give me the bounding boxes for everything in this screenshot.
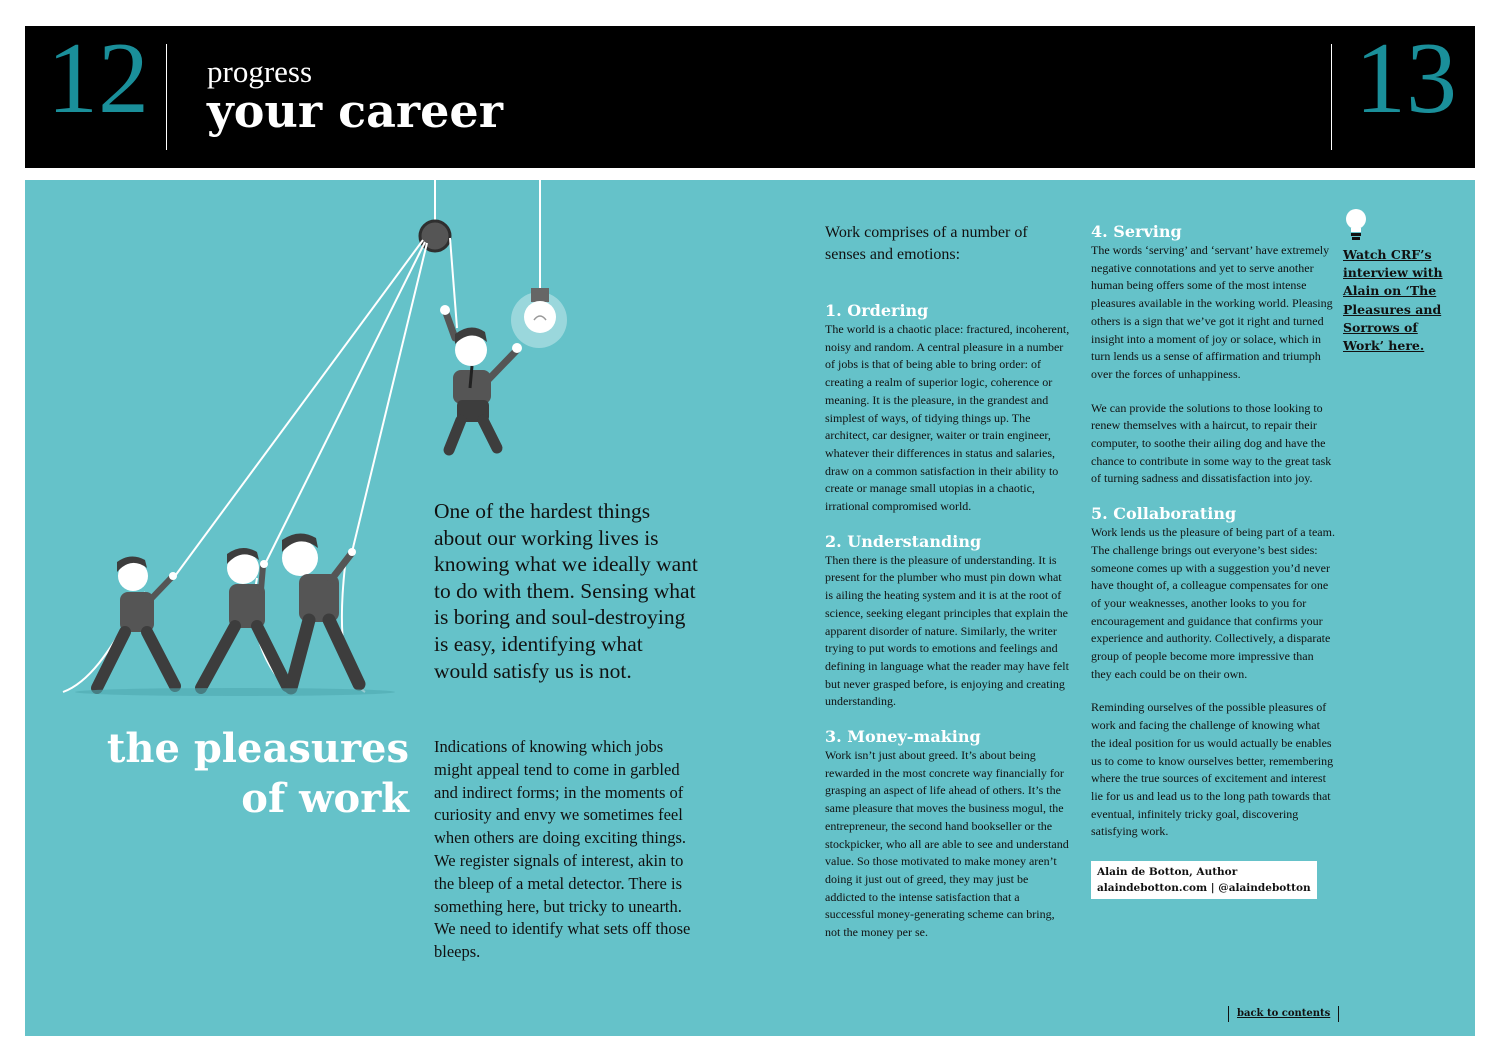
article-panel (25, 180, 1475, 1036)
intro-body-paragraph: Indications of knowing which jobs might appeal tend to come in garbled and indirect forms; in the moments of curiosity and envy we sometimes feel when others are doing exciting things. We register signals of interest, akin to the bleep of a metal detector. There is something here, but tricky to unearth. We need to identify what sets off those bleeps. (434, 737, 691, 962)
section-body-ordering: The world is a chaotic place: fractured, incoherent, noisy and random. A central pleasure in a number of jobs is that of being able to bring order: of creating a realm of superior logic, coherence or meaning. It is the pleasure, in the grandest and simplest of ways, of tidying things up. The architect, car designer, waiter or train engineer, whatever their differences in status and salaries, draw on a common satisfaction in their ability to create or manage small utopias in a chaotic, irrational compromised world. (825, 322, 1070, 514)
article-column-right (1091, 222, 1336, 899)
pulling-man-2 (201, 548, 287, 688)
page-number-right: 13 (1355, 22, 1457, 135)
article-column-middle (825, 222, 1070, 958)
section-body-conclusion: Reminding ourselves of the possible pleasures of work and facing the challenge of knowing what the ideal position for us would actually be enables us to come to know ourselves better, remembering where the true sources of excitement and interest lie for us and lead us to the long path towards that eventual, infinitely tricky goal, discovering satisfying work. (1091, 700, 1334, 839)
section-body-serving: The words ‘serving’ and ‘servant’ have extremely negative connotations and yet to serve another human being offers some of the most intense pleasures available in the working world. Pleasing others is a sign that we’ve got it right and turned insight into a moment of joy or solace, which in turn lends us a sense of affirmation and triumph over the forces of unhappiness. (1091, 243, 1333, 381)
section-body-money-making: Work isn’t just about greed. It’s about being rewarded in the most concrete way financially for grasping an aspect of life ahead of others. It’s the same pleasure that moves the business mogul, the entrepreneur, the second hand bookseller or the stockpicker, who all are able to see and understand value. So those motivated to make money aren’t doing it just out of greed, they may just be addicted to the intense satisfaction that a successful money-generating scheme can bring, not the money per se. (825, 748, 1069, 940)
page-number-left: 12 (47, 22, 149, 135)
section-body-collaborating: Work lends us the pleasure of being part of a team. The challenge brings out everyone’s best sides: someone comes up with a suggestion you’d never have thought of, a colleague compensates for one of your weaknesses, another looks to you for encouragement and guidance that confirms your experience and authority. Collectively, a disparate group of people become more impressive than they each could be on their own. (1091, 525, 1335, 681)
pulling-man-1 (97, 556, 177, 688)
jumping-man-figure (440, 305, 522, 450)
header-divider-right (1331, 44, 1332, 150)
article-title: the pleasures of work (106, 725, 409, 822)
watch-interview-link[interactable]: Watch CRF’s interview with Alain on ‘The Pleasures and Sorrows of Work’ here. (1343, 247, 1443, 354)
video-link-sidebar (1343, 208, 1453, 355)
back-to-contents-link[interactable]: back to contents (1228, 1006, 1339, 1022)
header-divider-left (166, 44, 167, 150)
section-body-serving-2: We can provide the solutions to those looking to renew themselves with a haircut, to repair their computer, to soothe their ailing dog and have the chance to contribute in some way to the great task of turning sadness and dissatisfaction into joy. (1091, 400, 1332, 486)
hanging-bulb-icon (511, 180, 567, 348)
author-signature: Alain de Botton, Author alaindebotton.com | @alaindebotton (1091, 861, 1317, 899)
pulley-icon (420, 180, 457, 328)
section-heading-money-making: 3. Money-making (825, 727, 981, 747)
pulling-men-figures (75, 533, 395, 696)
intro-paragraph: One of the hardest things about our working lives is knowing what we ideally want to do with them. Sensing what is boring and soul-destroying is easy, identifying what would satisfy us is not. (434, 499, 698, 683)
section-heading-serving: 4. Serving (1091, 222, 1182, 241)
section-kicker: progress (207, 54, 313, 89)
section-heading-collaborating: 5. Collaborating (1091, 504, 1237, 524)
section-body-understanding: Then there is the pleasure of understanding. It is present for the plumber who must pin down what is ailing the heating system and it is at the root of science, seeking elegant principles that explain the apparent disorder of nature. Similarly, the writer trying to put words to emotions and feelings and defining in language what the reader may have felt but never grasped before, is enjoying and creating understanding. (825, 552, 1069, 709)
page-header (25, 22, 1475, 168)
section-title: your career (207, 84, 503, 138)
section-heading-understanding: 2. Understanding (825, 531, 982, 551)
pulling-man-3 (282, 533, 359, 688)
lead-text: Work comprises of a number of senses and emotions: (825, 224, 1028, 263)
section-heading-ordering: 1. Ordering (825, 301, 929, 320)
lightbulb-icon (1345, 208, 1367, 242)
